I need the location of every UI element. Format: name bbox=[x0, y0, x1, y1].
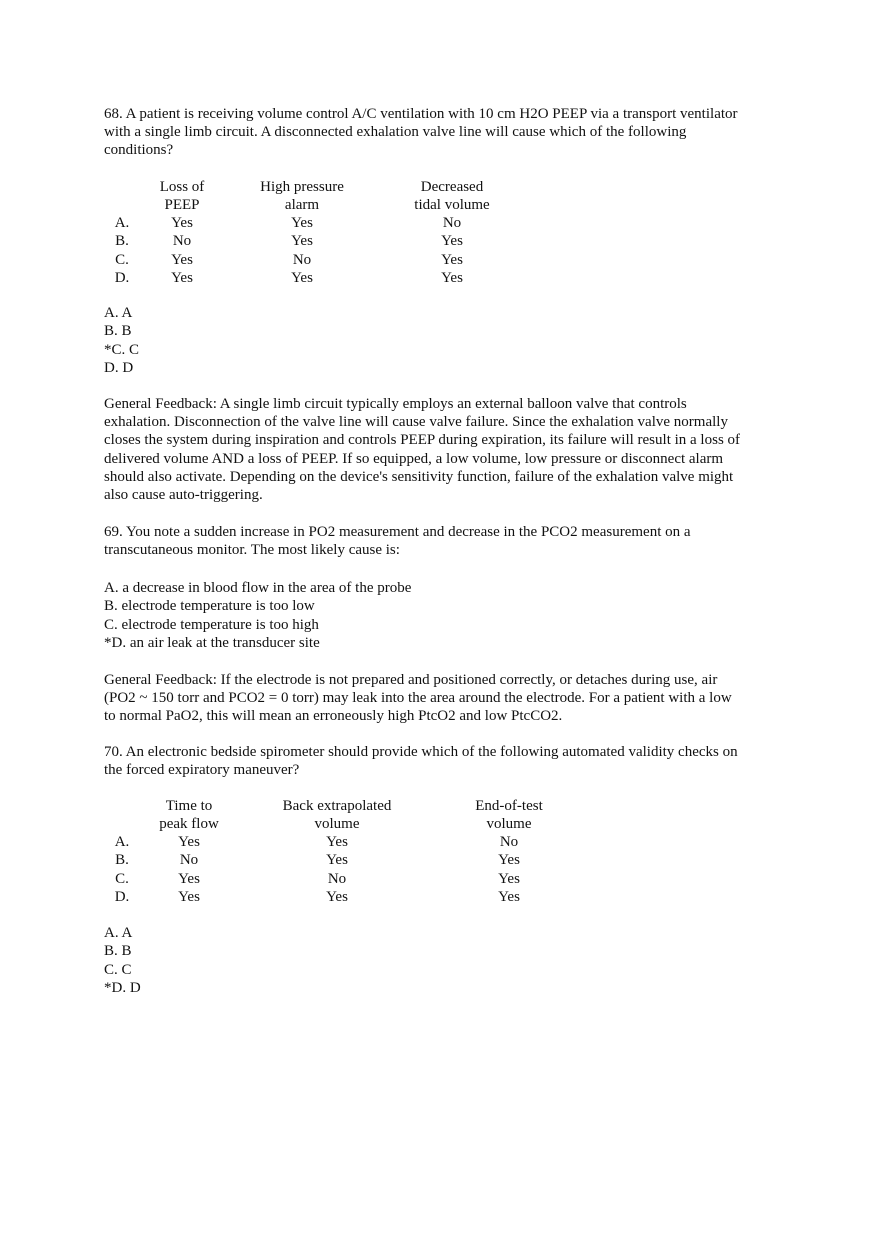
table-row-letter: A. bbox=[114, 834, 130, 850]
answer-option: B. electrode temperature is too low bbox=[104, 598, 315, 615]
table-cell: No bbox=[327, 870, 347, 887]
answer-option: *D. D bbox=[104, 979, 141, 996]
table-cell: Yes bbox=[498, 888, 520, 905]
answer-option: A. a decrease in blood flow in the area of the probe bbox=[104, 580, 412, 596]
table-cell: Yes bbox=[441, 269, 463, 286]
table-header: volume bbox=[314, 816, 360, 832]
table-row-letter: C. bbox=[115, 870, 129, 887]
table-row-letter: C. bbox=[115, 251, 129, 268]
table-cell: Yes bbox=[326, 834, 348, 850]
table-header: End-of-test bbox=[475, 798, 543, 814]
table-cell: Yes bbox=[441, 251, 463, 268]
table-row-letter: B. bbox=[115, 852, 129, 869]
table-cell: Yes bbox=[291, 233, 313, 250]
question-stem-line: 69. You note a sudden increase in PO2 measurement and decrease in the PCO2 measurement on a bbox=[104, 524, 691, 540]
table-header: tidal volume bbox=[414, 197, 490, 213]
general-feedback-line: to normal PaO2, this will mean an erroneously high PtcO2 and low PtcCO2. bbox=[104, 708, 563, 725]
table-row-letter: A. bbox=[114, 215, 130, 231]
table-header: Loss of bbox=[159, 179, 205, 195]
general-feedback-line: (PO2 ~ 150 torr and PCO2 = 0 torr) may leak into the area around the electrode. For a patient with a low bbox=[104, 690, 732, 707]
table-row-letter: D. bbox=[114, 269, 130, 286]
general-feedback-line: delivered volume AND a loss of PEEP. If so equipped, a low volume, low pressure or disconnect alarm bbox=[104, 450, 724, 467]
general-feedback-line: closes the system during inspiration and controls PEEP during expiration, its failure will result in a loss of bbox=[104, 432, 741, 449]
question-stem-line: the forced expiratory maneuver? bbox=[104, 762, 300, 778]
table-cell: Yes bbox=[178, 870, 200, 887]
table-header: PEEP bbox=[164, 197, 200, 213]
table-cell: Yes bbox=[171, 251, 193, 268]
table-cell: Yes bbox=[326, 852, 348, 869]
answer-option: *C. C bbox=[104, 341, 140, 358]
general-feedback-line: General Feedback: If the electrode is not prepared and positioned correctly, or detaches during use, air bbox=[104, 672, 718, 688]
table-cell: No bbox=[172, 233, 192, 250]
table-row-letter: B. bbox=[115, 233, 129, 250]
table-cell: No bbox=[179, 852, 199, 869]
table-header: Back extrapolated bbox=[282, 798, 392, 814]
table-cell: No bbox=[499, 834, 519, 850]
table-header: alarm bbox=[284, 197, 320, 213]
answer-option: D. D bbox=[104, 359, 134, 376]
answer-option: B. B bbox=[104, 323, 132, 340]
table-cell: Yes bbox=[326, 888, 348, 905]
table-cell: Yes bbox=[498, 870, 520, 887]
table-cell: No bbox=[442, 215, 462, 231]
table-row-letter: D. bbox=[114, 888, 130, 905]
answer-option: *D. an air leak at the transducer site bbox=[104, 634, 320, 651]
answer-option: A. A bbox=[104, 925, 133, 941]
answer-option: C. C bbox=[104, 961, 132, 978]
table-cell: Yes bbox=[498, 852, 520, 869]
table-cell: Yes bbox=[441, 233, 463, 250]
table-cell: Yes bbox=[171, 215, 193, 231]
general-feedback-line: General Feedback: A single limb circuit typically employs an external balloon valve that controls bbox=[104, 396, 687, 412]
table-header: Time to bbox=[165, 798, 213, 814]
general-feedback-line: exhalation. Disconnection of the valve line will cause valve failure. Since the exhalation valve normally bbox=[104, 414, 728, 431]
answer-option: B. B bbox=[104, 943, 132, 960]
question-stem-line: with a single limb circuit. A disconnected exhalation valve line will cause which of the following bbox=[104, 124, 687, 140]
table-cell: Yes bbox=[178, 888, 200, 905]
table-header: High pressure bbox=[260, 179, 344, 195]
table-cell: Yes bbox=[178, 834, 200, 850]
answer-option: A. A bbox=[104, 305, 133, 321]
table-header: Decreased bbox=[420, 179, 484, 195]
table-cell: Yes bbox=[291, 269, 313, 286]
table-header: volume bbox=[486, 816, 532, 832]
general-feedback-line: should also activate. Depending on the device's sensitivity function, failure of the exhalation valve might bbox=[104, 468, 734, 485]
question-stem-line: 68. A patient is receiving volume control A/C ventilation with 10 cm H2O PEEP via a transport ventilator bbox=[104, 106, 738, 122]
answer-option: C. electrode temperature is too high bbox=[104, 616, 319, 633]
table-cell: No bbox=[292, 251, 312, 268]
question-stem-line: conditions? bbox=[104, 142, 174, 158]
general-feedback-line: also cause auto-triggering. bbox=[104, 487, 263, 503]
question-stem-line: 70. An electronic bedside spirometer should provide which of the following automated validity checks on bbox=[104, 744, 738, 760]
table-cell: Yes bbox=[291, 215, 313, 231]
table-cell: Yes bbox=[171, 269, 193, 286]
table-header: peak flow bbox=[159, 816, 219, 832]
question-stem-line: transcutaneous monitor. The most likely cause is: bbox=[104, 542, 400, 558]
